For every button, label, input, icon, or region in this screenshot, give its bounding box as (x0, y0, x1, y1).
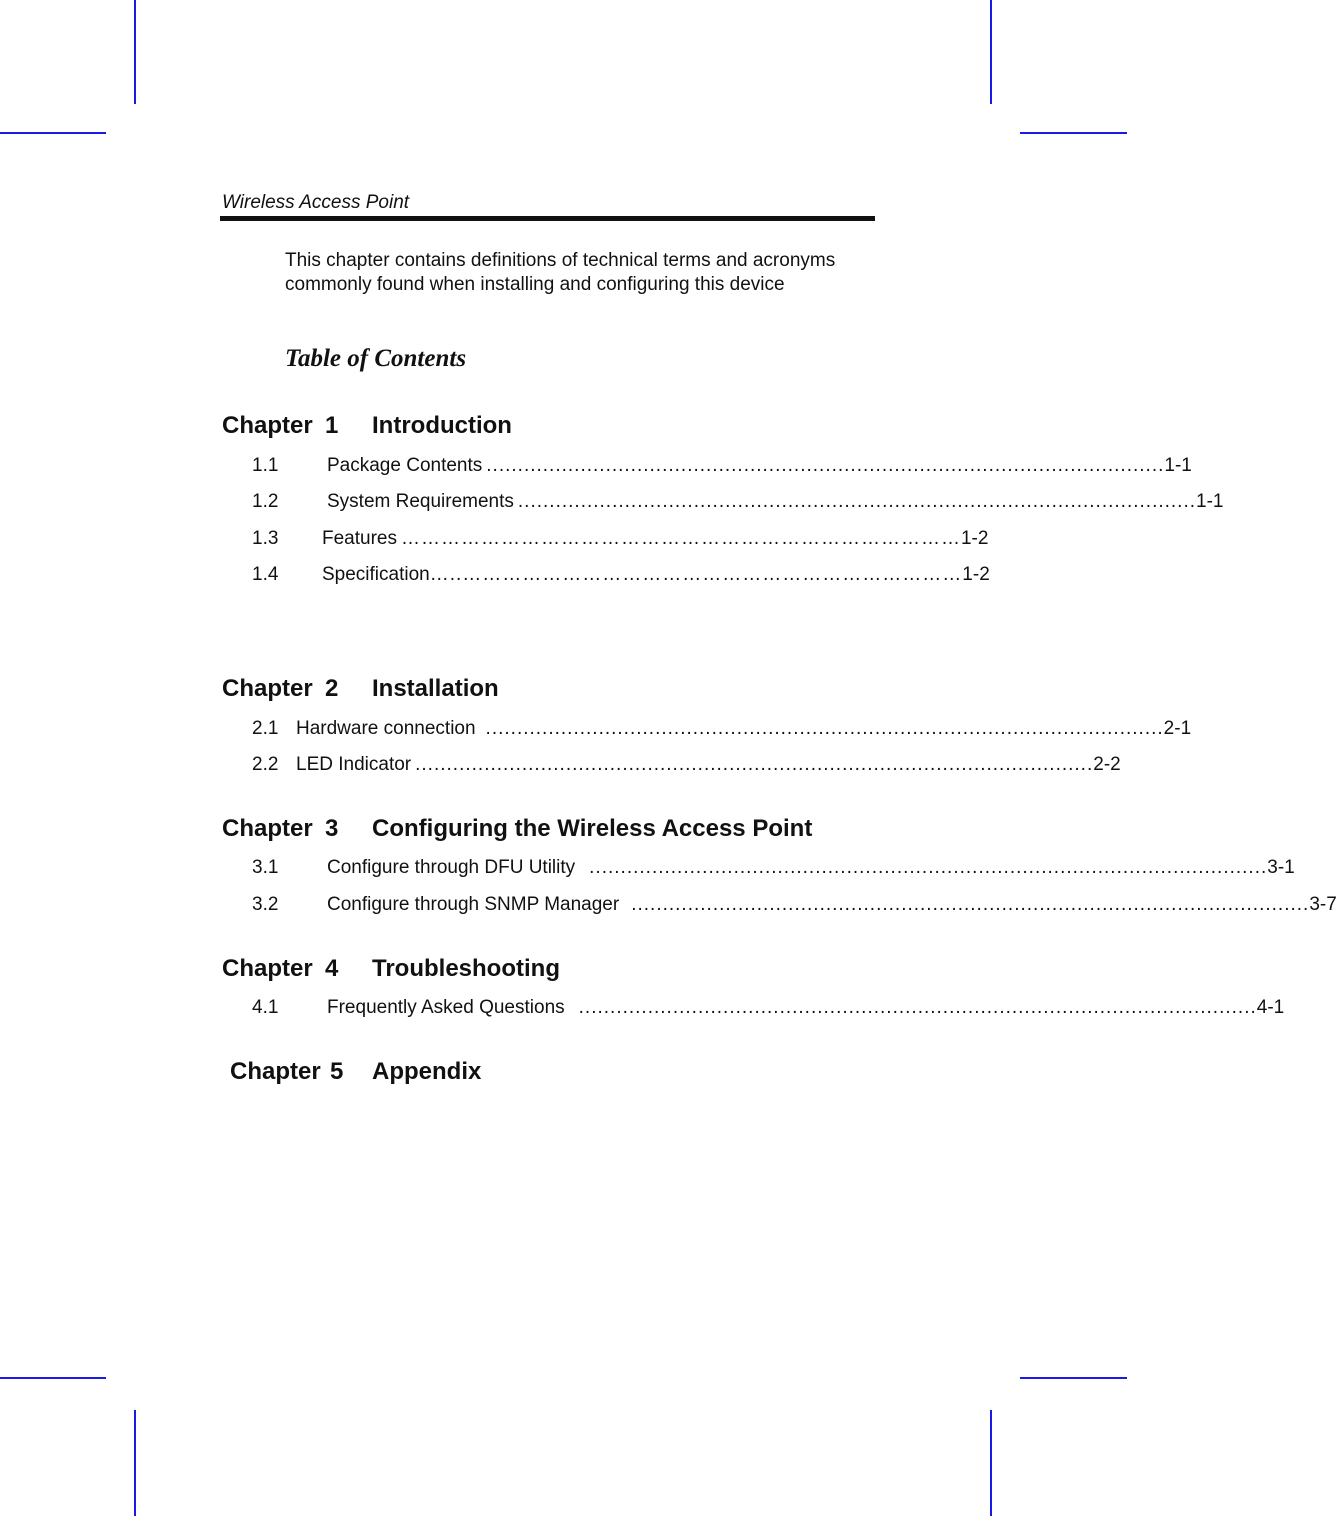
crop-mark-bottom-left-vertical (134, 1410, 136, 1516)
dot-leader: ............................................................................................................ (486, 455, 1165, 476)
entry-number: 1.2 (252, 491, 279, 512)
entry-page: 2-1 (1163, 718, 1192, 739)
toc-entry-3-1 (252, 856, 1295, 880)
chapter-4-heading (222, 955, 560, 983)
entry-page: 4-1 (1256, 997, 1285, 1018)
chapter-word: Chapter (222, 412, 313, 439)
entry-number: 1.4 (252, 564, 279, 585)
intro-paragraph: This chapter contains definitions of technical terms and acronyms commonly found when installing and configuring this device (285, 250, 836, 295)
chapter-number: 1 (325, 412, 339, 439)
entry-number: 2.1 (252, 718, 279, 739)
crop-mark-top-left-horizontal (0, 132, 106, 134)
dot-leader: ............................................................................................................ (589, 857, 1268, 878)
entry-number: 4.1 (252, 997, 279, 1018)
dot-leader: ............................................................................................................ (578, 997, 1257, 1018)
dot-leader: ............................................................................................................ (415, 754, 1094, 775)
chapter-number: 4 (325, 955, 339, 982)
dot-leader: ………………………………………………………………………… (400, 528, 961, 549)
toc-title: Table of Contents (285, 345, 467, 372)
toc-entry-2-1 (252, 717, 1192, 741)
entry-page: 2-2 (1093, 754, 1121, 775)
entry-number: 1.1 (252, 455, 279, 476)
crop-mark-bottom-right-vertical (990, 1410, 992, 1516)
entry-title: Configure through SNMP Manager (327, 894, 620, 915)
chapter-word: Chapter (222, 815, 313, 842)
chapter-number: 5 (330, 1058, 344, 1085)
entry-number: 3.2 (252, 894, 279, 915)
entry-number: 3.1 (252, 857, 279, 878)
dot-leader: ............................................................................................................ (485, 718, 1164, 739)
toc-entry-2-2 (252, 753, 1121, 777)
crop-mark-top-right-horizontal (1020, 132, 1127, 134)
chapter-word: Chapter (222, 955, 313, 982)
entry-title: Frequently Asked Questions (327, 997, 565, 1018)
dot-leader: ............................................................................................................ (517, 491, 1197, 512)
entry-title: LED Indicator (296, 754, 412, 775)
crop-mark-bottom-right-horizontal (1020, 1377, 1127, 1379)
dot-leader: ............................................................................................................ (631, 894, 1310, 915)
entry-title: System Requirements (327, 491, 514, 512)
entry-title: Specification (322, 564, 430, 585)
crop-mark-bottom-left-horizontal (0, 1377, 106, 1379)
entry-title: Hardware connection (296, 718, 476, 739)
toc-entry-4-1 (252, 996, 1285, 1020)
chapter-name: Introduction (372, 412, 512, 439)
header-rule (220, 216, 875, 221)
entry-number: 2.2 (252, 754, 279, 775)
entry-page: 3-7 (1309, 894, 1337, 915)
entry-title: Package Contents (327, 455, 483, 476)
toc-entry-3-2 (252, 893, 1337, 917)
toc-entry-1-3 (252, 527, 989, 551)
crop-mark-top-left-vertical (134, 0, 136, 104)
crop-mark-top-right-vertical (990, 0, 992, 104)
entry-page: 1-2 (962, 564, 990, 585)
chapter-name: Troubleshooting (372, 955, 560, 982)
chapter-3-heading (222, 815, 812, 843)
entry-page: 1-1 (1196, 491, 1224, 512)
entry-title: Features (322, 528, 397, 549)
chapter-number: 3 (325, 815, 339, 842)
chapter-name: Installation (372, 675, 499, 702)
dot-leader: …..………………………………………………………………… (429, 564, 963, 585)
entry-page: 1-2 (960, 528, 989, 549)
chapter-word: Chapter (222, 675, 313, 702)
toc-entry-1-1 (252, 454, 1192, 478)
chapter-name: Configuring the Wireless Access Point (372, 815, 813, 842)
page-header-title: Wireless Access Point (222, 192, 410, 213)
entry-page: 1-1 (1164, 455, 1192, 476)
entry-number: 1.3 (252, 528, 279, 549)
chapter-word: Chapter (230, 1058, 321, 1085)
chapter-5-heading (230, 1058, 481, 1086)
chapter-name: Appendix (372, 1058, 482, 1085)
entry-page: 3-1 (1267, 857, 1295, 878)
chapter-2-heading (222, 675, 499, 703)
chapter-number: 2 (325, 675, 339, 702)
toc-entry-1-2 (252, 490, 1224, 514)
toc-entry-1-4 (252, 563, 990, 587)
chapter-1-heading (222, 412, 512, 440)
entry-title: Configure through DFU Utility (327, 857, 576, 878)
